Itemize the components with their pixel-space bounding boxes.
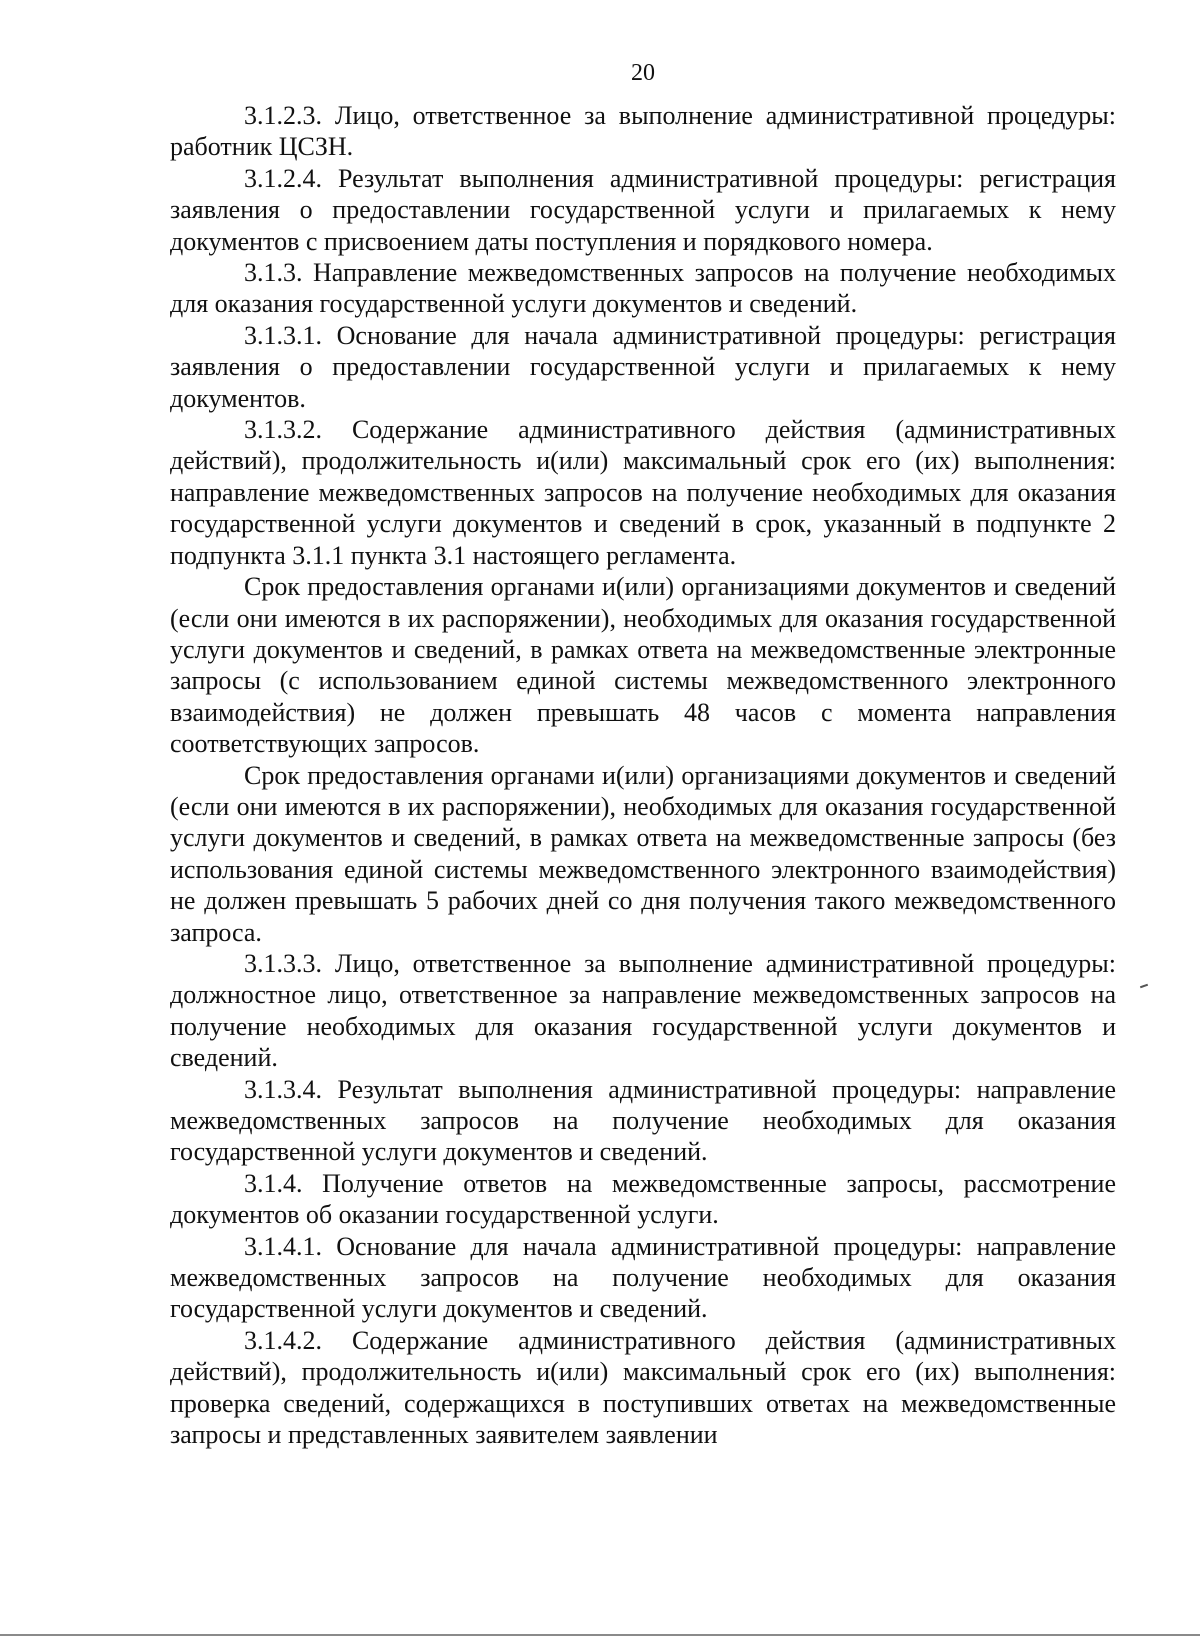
document-body	[170, 100, 1116, 1450]
paragraph-3-1-3-4: 3.1.3.4. Результат выполнения административной процедуры: направление межведомственных запросов на получение необходимых для оказания государственной услуги документов и сведений.	[170, 1074, 1116, 1167]
paragraph-3-1-3-3: 3.1.3.3. Лицо, ответственное за выполнение административной процедуры: должностное лицо, ответственное за направление межведомственных запросов на получение необходимых для оказания государственной услуги документов и сведений.	[170, 948, 1116, 1073]
paragraph-nonelectronic-requests-term: Срок предоставления органами и(или) организациями документов и сведений (если они имеются в их распоряжении), необходимых для оказания государственной услуги документов и сведений, в рамках ответа на межведомственные запросы (без использования единой системы межведомственного электронного взаимодействия) не должен превышать 5 рабочих дней со дня получения такого межведомственного запроса.	[170, 760, 1116, 947]
paragraph-electronic-requests-term: Срок предоставления органами и(или) организациями документов и сведений (если они имеются в их распоряжении), необходимых для оказания государственной услуги документов и сведений, в рамках ответа на межведомственные электронные запросы (с использованием единой системы межведомственного электронного взаимодействия) не должен превышать 48 часов с момента направления соответствующих запросов.	[170, 572, 1116, 759]
paragraph-3-1-4: 3.1.4. Получение ответов на межведомственные запросы, рассмотрение документов об оказании государственной услуги.	[170, 1168, 1116, 1230]
scan-bottom-edge	[0, 1634, 1200, 1636]
paragraph-3-1-4-2: 3.1.4.2. Содержание административного действия (административных действий), продолжительность и(или) максимальный срок его (их) выполнения: проверка сведений, содержащихся в поступивших ответах на межведомственные запросы и представленных заявителем заявлении	[170, 1325, 1116, 1450]
scan-speck	[1140, 984, 1148, 989]
paragraph-3-1-2-3: 3.1.2.3. Лицо, ответственное за выполнение административной процедуры: работник ЦСЗН.	[170, 101, 1116, 162]
paragraph-3-1-4-1: 3.1.4.1. Основание для начала административной процедуры: направление межведомственных запросов на получение необходимых для оказания государственной услуги документов и сведений.	[170, 1231, 1116, 1324]
paragraph-3-1-3-1: 3.1.3.1. Основание для начала административной процедуры: регистрация заявления о предоставлении государственной услуги и прилагаемых к нему документов.	[170, 320, 1116, 413]
page-number: 20	[631, 60, 655, 86]
paragraph-3-1-3-2: 3.1.3.2. Содержание административного действия (административных действий), продолжительность и(или) максимальный срок его (их) выполнения: направление межведомственных запросов на получение необходимых для оказания государственной услуги документов и сведений в срок, указанный в подпункте 2 подпункта 3.1.1 пункта 3.1 настоящего регламента.	[170, 415, 1116, 570]
paragraph-3-1-2-4: 3.1.2.4. Результат выполнения административной процедуры: регистрация заявления о предоставлении государственной услуги и прилагаемых к нему документов с присвоением даты поступления и порядкового номера.	[170, 163, 1116, 256]
paragraph-3-1-3: 3.1.3. Направление межведомственных запросов на получение необходимых для оказания государственной услуги документов и сведений.	[170, 258, 1116, 319]
